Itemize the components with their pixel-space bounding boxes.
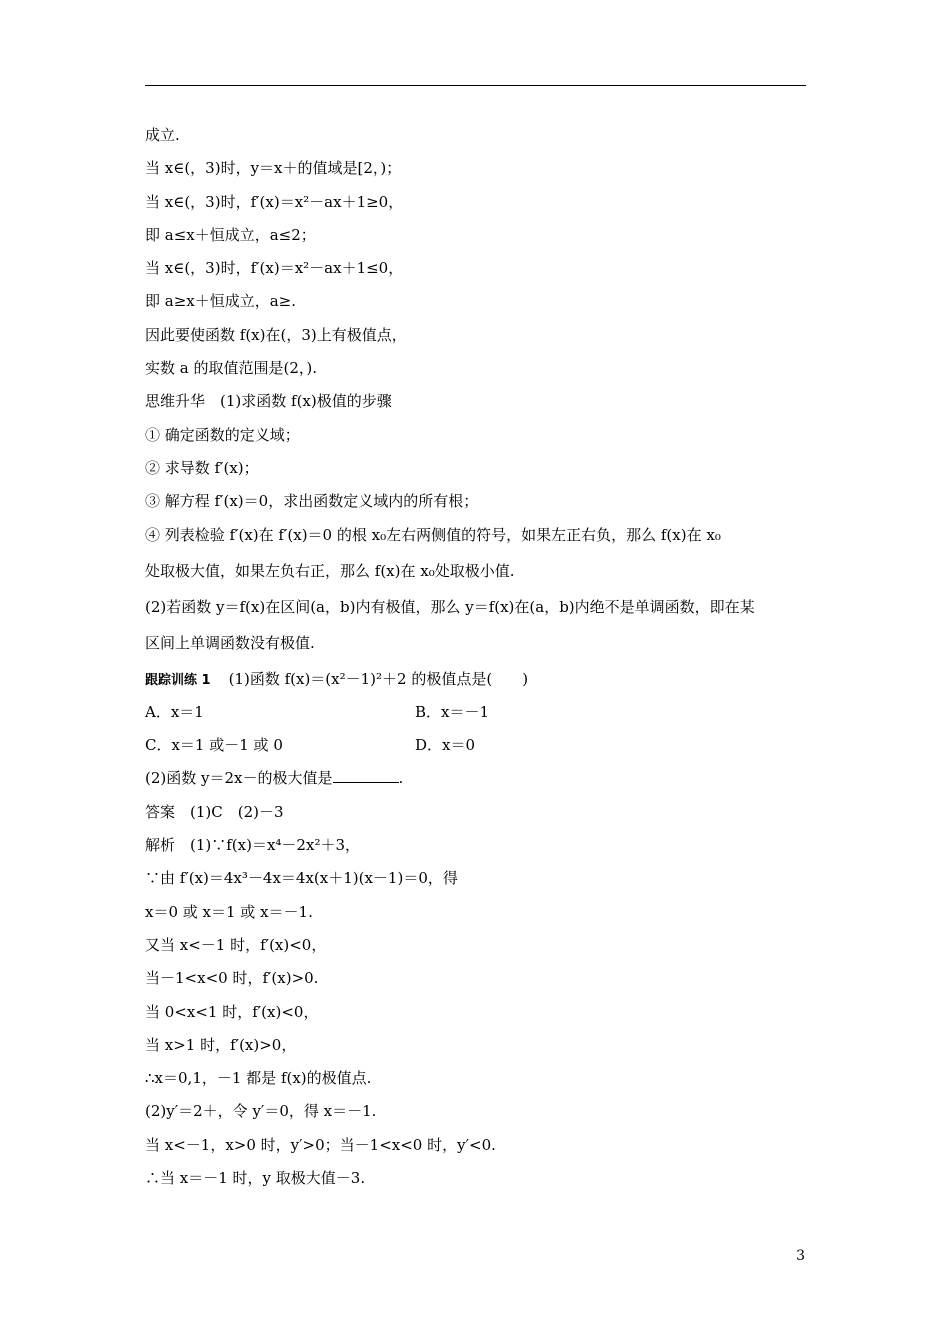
text-line: 区间上单调函数没有极值. — [145, 633, 315, 652]
answer-blank — [333, 768, 399, 783]
solution-line: 解析 (1)∵f(x)＝x⁴－2x²＋3， — [145, 836, 360, 855]
question-2-end: . — [398, 769, 404, 788]
text-line: (2)若函数 y＝f(x)在区间(a，b)内有极值，那么 y＝f(x)在(a，b)内绝不是单调函数，即在某 — [145, 597, 755, 616]
exercise-question-2 — [145, 767, 810, 789]
solution-line: 又当 x<－1 时，f′(x)<0， — [145, 935, 327, 954]
answer-line: 答案 (1)C (2)－3 — [145, 802, 284, 821]
text-line: 因此要使函数 f(x)在(，3)上有极值点， — [145, 325, 407, 344]
option-c: C．x＝1 或－1 或 0 — [145, 736, 283, 755]
text-line: 即 a≥x＋恒成立，a≥. — [145, 292, 297, 311]
exercise-question-1 — [145, 668, 810, 690]
text-line: 实数 a 的取值范围是(2，). — [145, 359, 317, 378]
solution-line: 当 x>1 时，f′(x)>0， — [145, 1035, 297, 1054]
text-line: 成立. — [145, 126, 180, 144]
solution-line: ∵由 f′(x)＝4x³－4x＝4x(x＋1)(x－1)＝0，得 — [145, 869, 458, 888]
question-1-text: (1)函数 f(x)＝(x²－1)²＋2 的极值点是( ) — [228, 669, 529, 688]
text-line: 处取极大值，如果左负右正，那么 f(x)在 x₀处取极小值. — [145, 561, 515, 580]
text-line: 即 a≤x＋恒成立，a≤2； — [145, 225, 316, 244]
options-row — [145, 734, 810, 756]
solution-line: 当 0<x<1 时，f′(x)<0， — [145, 1002, 319, 1021]
step-item: ② 求导数 f′(x)； — [145, 458, 259, 477]
page-number: 3 — [796, 1248, 805, 1264]
question-2-text: (2)函数 y＝2x－的极大值是 — [145, 769, 333, 788]
page-content — [145, 124, 810, 1200]
text-line: 当 x∈(，3)时，f′(x)＝x²－ax＋1≥0， — [145, 192, 404, 211]
solution-line: (2)y′＝2＋，令 y′＝0，得 x＝－1. — [145, 1102, 377, 1121]
step-item: ③ 解方程 f′(x)＝0，求出函数定义域内的所有根； — [145, 492, 479, 511]
options-row — [145, 701, 810, 723]
solution-line: ∴x＝0,1，－1 都是 f(x)的极值点. — [145, 1069, 372, 1088]
solution-line: x＝0 或 x＝1 或 x＝－1. — [145, 902, 313, 921]
summary-heading: 思维升华 (1)求函数 f(x)极值的步骤 — [145, 392, 392, 411]
text-line: 当 x∈(，3)时，f′(x)＝x²－ax＋1≤0， — [145, 259, 404, 278]
solution-line: 当 x<－1，x>0 时，y′>0；当－1<x<0 时，y′<0. — [145, 1135, 496, 1154]
solution-line: ∴当 x＝－1 时，y 取极大值－3. — [145, 1169, 366, 1188]
step-item: ④ 列表检验 f′(x)在 f′(x)＝0 的根 x₀左右两侧值的符号，如果左正右负，那么 f(x)在 x₀ — [145, 525, 721, 544]
step-item: ① 确定函数的定义域； — [145, 425, 300, 444]
option-d: D．x＝0 — [415, 736, 476, 755]
option-a: A．x＝1 — [145, 702, 204, 721]
header-rule — [145, 85, 806, 86]
option-b: B．x＝－1 — [415, 702, 490, 721]
exercise-heading: 跟踪训练 1 — [145, 672, 211, 688]
solution-line: 当－1<x<0 时，f′(x)>0. — [145, 969, 319, 988]
text-line: 当 x∈(，3)时，y＝x＋的值域是[2，)； — [145, 159, 402, 178]
